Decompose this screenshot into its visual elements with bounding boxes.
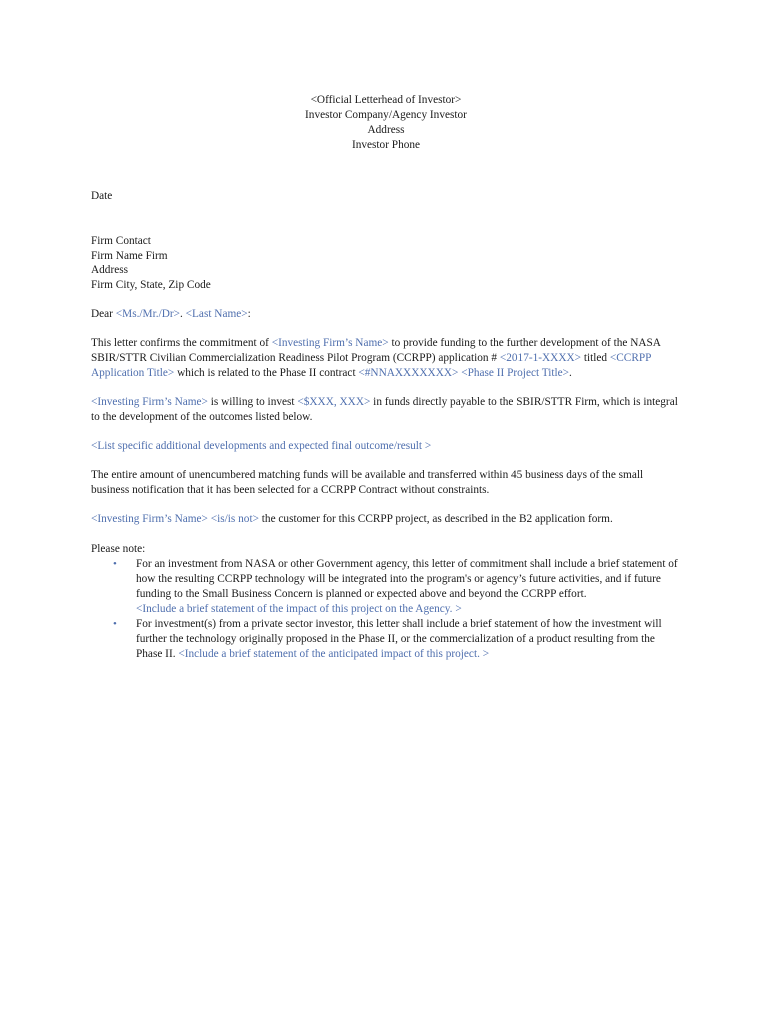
is-is-not-placeholder: <is/is not> <box>210 513 259 525</box>
bullet-icon: • <box>113 558 117 570</box>
text-run: . <box>569 367 572 379</box>
text-run: This letter confirms the commitment of <box>91 337 272 349</box>
letterhead-phone: Investor Phone <box>351 139 421 151</box>
investing-firm-placeholder: <Investing Firm’s Name> <box>271 337 389 349</box>
investing-firm-placeholder: <Investing Firm’s Name> <box>91 396 208 408</box>
salutation <box>91 307 681 322</box>
commitment-paragraph <box>91 336 681 381</box>
salutation-dear: Dear <box>91 308 116 320</box>
firm-city: Firm City, State, Zip Code <box>91 278 211 291</box>
list-item <box>113 557 681 617</box>
text-run: is willing to invest <box>207 396 298 408</box>
application-number-placeholder: <2017-1-XXXX> <box>499 352 582 364</box>
text-run: For an investment from NASA or other Government agency, this letter of commitment shall include a brief statement of how the resulting CCRPP technology will be integrated into the program's or agency’s future activities, and if future funding to the Small Business Concern is planned or expected above and beyond the CCRPP effort. <box>136 558 678 600</box>
text-run: For investment(s) from a private sector investor, this letter shall include a brief statement of how the investment will further the technology originally proposed in the Phase II, or the commercialization of a product resulting from the Phase II. <box>136 618 662 660</box>
text-run: titled <box>581 352 610 364</box>
application-title-placeholder: <CCRPP Application Title> <box>91 352 652 379</box>
text-run: to provide funding to the further development of the NASA SBIR/STTR Civilian Commercialization Readiness Pilot Program (CCRPP) application # <box>91 337 661 364</box>
outcomes-placeholder: <List specific additional developments and expected final outcome/result > <box>91 440 432 452</box>
phase2-title-placeholder: <Phase II Project Title> <box>461 367 570 379</box>
firm-address: Address <box>91 264 129 276</box>
note-list <box>91 557 681 662</box>
text-run: The entire amount of unencumbered matching funds will be available and transferred within 45 business days of the small business notification that it has been selected for a CCRPP Contract without constraints. <box>91 469 644 496</box>
agency-impact-placeholder: <Include a brief statement of the impact of this project on the Agency. > <box>136 603 462 615</box>
letterhead-title: <Official Letterhead of Investor> <box>310 94 462 106</box>
list-item <box>113 617 681 662</box>
letterhead <box>81 93 691 153</box>
outcomes-paragraph <box>91 439 681 454</box>
funds-paragraph <box>91 468 681 498</box>
letterhead-address: Address <box>367 124 405 136</box>
letterhead-company: Investor Company/Agency Investor <box>305 109 467 121</box>
customer-paragraph <box>91 512 681 527</box>
firm-name: Firm Name Firm <box>91 249 168 262</box>
salutation-colon: : <box>247 308 251 320</box>
letter-date: Date <box>91 190 113 202</box>
note-title: Please note: <box>91 543 146 555</box>
project-impact-placeholder: <Include a brief statement of the anticipated impact of this project. > <box>178 648 490 660</box>
firm-address-block <box>91 234 681 292</box>
title-placeholder: <Ms./Mr./Dr> <box>115 308 180 320</box>
lastname-placeholder: <Last Name> <box>185 308 248 320</box>
text-run: which is related to the Phase II contract <box>174 367 359 379</box>
contract-number-placeholder: <#NNAXXXXXXX> <box>358 367 459 379</box>
text-run: the customer for this CCRPP project, as described in the B2 application form. <box>258 513 613 525</box>
investing-firm-placeholder: <Investing Firm’s Name> <box>91 513 208 525</box>
text-run: in funds directly payable to the SBIR/STTR Firm, which is integral to the development of the outcomes listed below. <box>91 396 678 423</box>
salutation-separator: . <box>180 308 186 320</box>
bullet-icon: • <box>113 618 117 630</box>
firm-contact: Firm Contact <box>91 235 151 247</box>
letter-body <box>91 93 681 662</box>
amount-placeholder: <$XXX, XXX> <box>297 396 371 408</box>
investment-paragraph <box>91 395 681 425</box>
